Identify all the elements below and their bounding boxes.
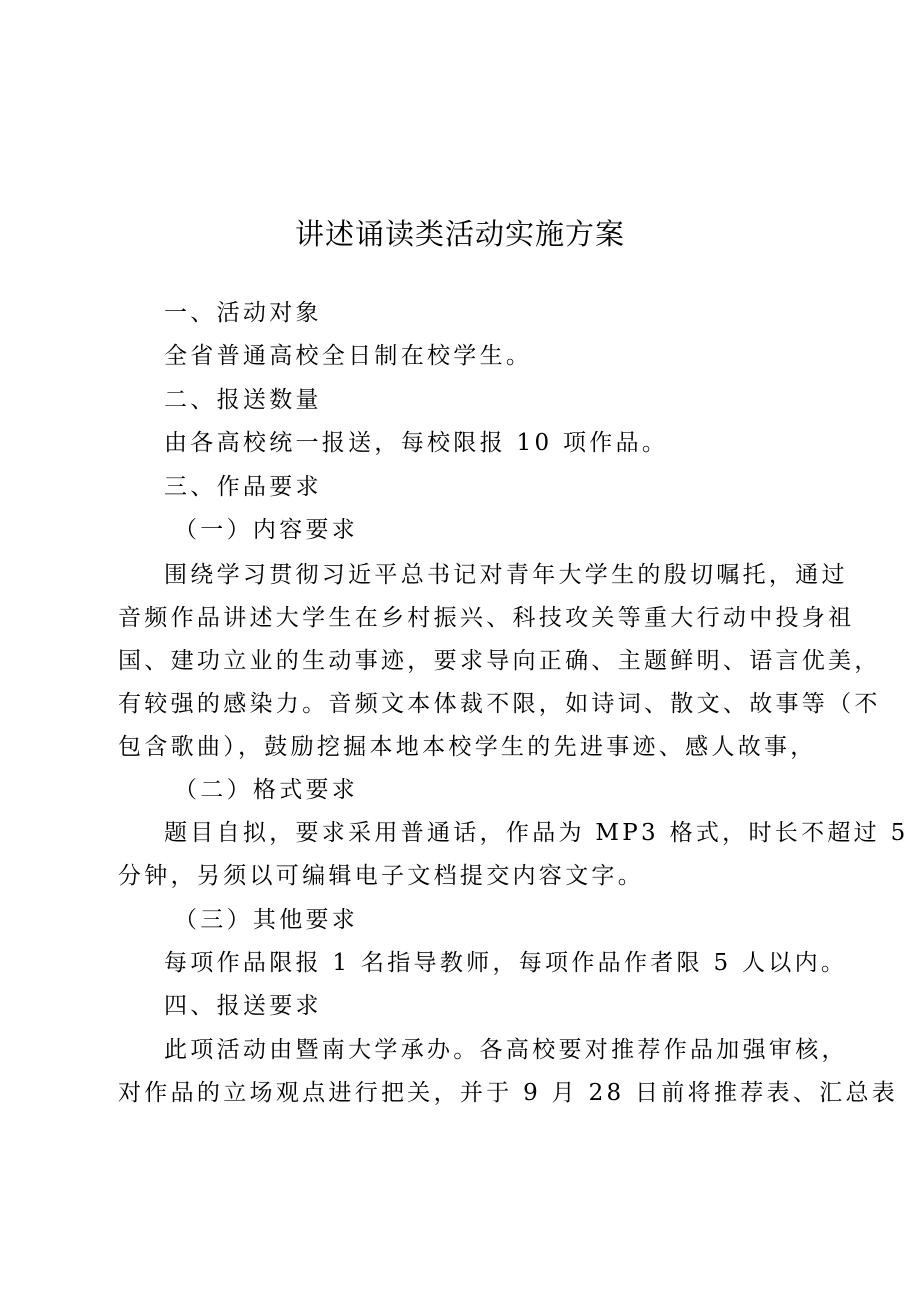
subsection-heading-2: （二）格式要求 bbox=[174, 777, 359, 803]
section-heading-3: 三、作品要求 bbox=[164, 474, 322, 500]
paragraph-line: 分钟，另须以可编辑电子文档提交内容文字。 bbox=[118, 863, 644, 889]
section-heading-1: 一、活动对象 bbox=[164, 300, 322, 326]
paragraph-line: 题目自拟，要求采用普通话，作品为 MP3 格式，时长不超过 5 bbox=[164, 820, 909, 846]
paragraph-line: 包含歌曲），鼓励挖掘本地本校学生的先进事迹、感人故事， bbox=[118, 734, 817, 760]
paragraph-line: 对作品的立场观点进行把关，并于 9 月 28 日前将推荐表、汇总表 bbox=[118, 1080, 899, 1106]
paragraph-line: 每项作品限报 1 名指导教师，每项作品作者限 5 人以内。 bbox=[164, 950, 848, 976]
paragraph-line: 围绕学习贯彻习近平总书记对青年大学生的殷切嘱托，通过 bbox=[164, 562, 848, 588]
paragraph-line: 国、建功立业的生动事迹，要求导向正确、主题鲜明、语言优美， bbox=[118, 648, 881, 674]
document-title: 讲述诵读类活动实施方案 bbox=[294, 217, 625, 251]
section-heading-4: 四、报送要求 bbox=[164, 993, 322, 1019]
paragraph-line: 音频作品讲述大学生在乡村振兴、科技攻关等重大行动中投身祖 bbox=[118, 605, 855, 631]
paragraph-line: 有较强的感染力。音频文本体裁不限，如诗词、散文、故事等（不 bbox=[118, 691, 881, 717]
section-heading-2: 二、报送数量 bbox=[164, 387, 322, 413]
subsection-heading-3: （三）其他要求 bbox=[174, 907, 359, 933]
paragraph-line: 此项活动由暨南大学承办。各高校要对推荐作品加强审核， bbox=[164, 1037, 848, 1063]
paragraph-line: 由各高校统一报送，每校限报 10 项作品。 bbox=[164, 430, 669, 456]
paragraph-line: 全省普通高校全日制在校学生。 bbox=[164, 343, 533, 369]
subsection-heading-1: （一）内容要求 bbox=[174, 517, 359, 543]
